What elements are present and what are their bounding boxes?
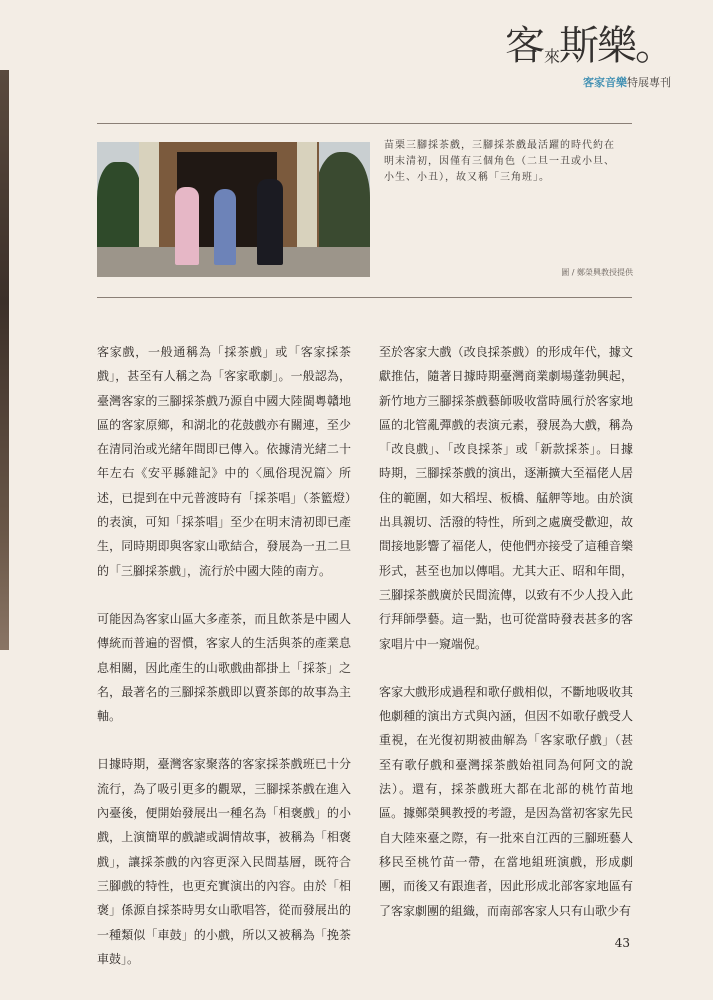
left-page-edge [0,70,9,650]
paragraph: 日據時期，臺灣客家聚落的客家採茶戲班已十分流行，為了吸引更多的觀眾，三腳採茶戲在進入內臺後，便開始發展出一種名為「相褒戲」的小戲，上演簡單的戲謔或調情故事，被稱為「相褒戲」，讓採茶戲的內容更深入民間基層，既符合三腳戲的特性，也更充實演出的內容。由於「相褒」係源自採茶時男女山歌唱答，從而發展出的一種類似「車鼓」的小戲，所以又被稱為「挽茶車鼓」。 [97,757,351,966]
paragraph: 可能因為客家山區大多產茶，而且飲茶是中國人傳統而普遍的習慣，客家人的生活與茶的產業息息相關，因此產生的山歌戲曲都掛上「採茶」之名，最著名的三腳採茶戲即以賣茶郎的故事為主軸。 [97,611,351,724]
article-column-left [97,340,351,995]
logo-subtitle: 客家音樂特展專刊 [583,76,671,89]
performer-figure [257,179,283,265]
bottom-rule [97,297,632,298]
article-column-right [379,340,633,947]
top-rule [97,123,632,124]
publication-logo [504,22,675,102]
photo-caption: 苗栗三腳採茶戲，三腳採茶戲最活躍的時代約在明末清初，因僅有三個角色（二旦一丑或小旦、小生、小丑），故又稱「三角班」。 [384,140,615,183]
photo-credit: 圖 / 鄭榮興教授提供 [561,268,633,277]
paragraph: 客家戲，一般通稱為「採茶戲」或「客家採茶戲」，甚至有人稱之為「客家歌劇」。一般認為，臺灣客家的三腳採茶戲乃源自中國大陸閩粵贛地區的客家原鄉，和湖北的花鼓戲亦有關連，至少在清同治或光緒年間即已傳入。依據清光緒二十年左右《安平縣雜記》中的〈風俗現況篇〉所述，已提到在中元普渡時有「採茶唱」（茶籃燈）的表演，可知「採茶唱」至少在明末清初即已產生，同時期即與客家山歌結合，發展為一丑二旦的「三腳採茶戲」，流行於中國大陸的南方。 [97,345,351,578]
paragraph: 客家大戲形成過程和歌仔戲相似，不斷地吸收其他劇種的演出方式與內涵，但因不如歌仔戲受人重視，在光復初期被曲解為「客家歌仔戲」（甚至有歌仔戲和臺灣採茶戲始祖同為何阿文的說法）。還有，採茶戲班大都在北部的桃竹苗地區。據鄭榮興教授的考證，是因為當初客家先民自大陸來臺之際，有一批來自江西的三腳班藝人移民至桃竹苗一帶，在當地組班演戲，形成劇團，而後又有跟進者，因此形成北部客家地區有了客家劇團的組織，而南部客家人只有山歌少有 [379,684,633,918]
performer-figure [214,189,236,265]
logo-title: 客$_來$斯樂。 [504,23,673,69]
performer-figure [175,187,199,265]
paragraph: 至於客家大戲（改良採茶戲）的形成年代，據文獻推估，隨著日據時期臺灣商業劇場蓬勃興起，新竹地方三腳採茶戲藝師吸收當時風行於客家地區的北管亂彈戲的表演元素，發展為大戲，稱為「改良戲」、「改良採茶」或「新款採茶」。日據時期，三腳採茶戲的演出，逐漸擴大至福佬人居住的範圍，如大稻埕、板橋、艋舺等地。由於演出具親切、活潑的特性，所到之處廣受歡迎，故間接地影響了福佬人，使他們亦接受了這種音樂形式，甚至也加以傳唱。尤其大正、昭和年間，三腳採茶戲廣於民間流傳，以致有不少人投入此行拜師學藝。這一點，也可從當時發表甚多的客家唱片中一窺端倪。 [379,345,633,651]
opera-photo [97,142,370,277]
page-number: 43 [614,936,630,950]
